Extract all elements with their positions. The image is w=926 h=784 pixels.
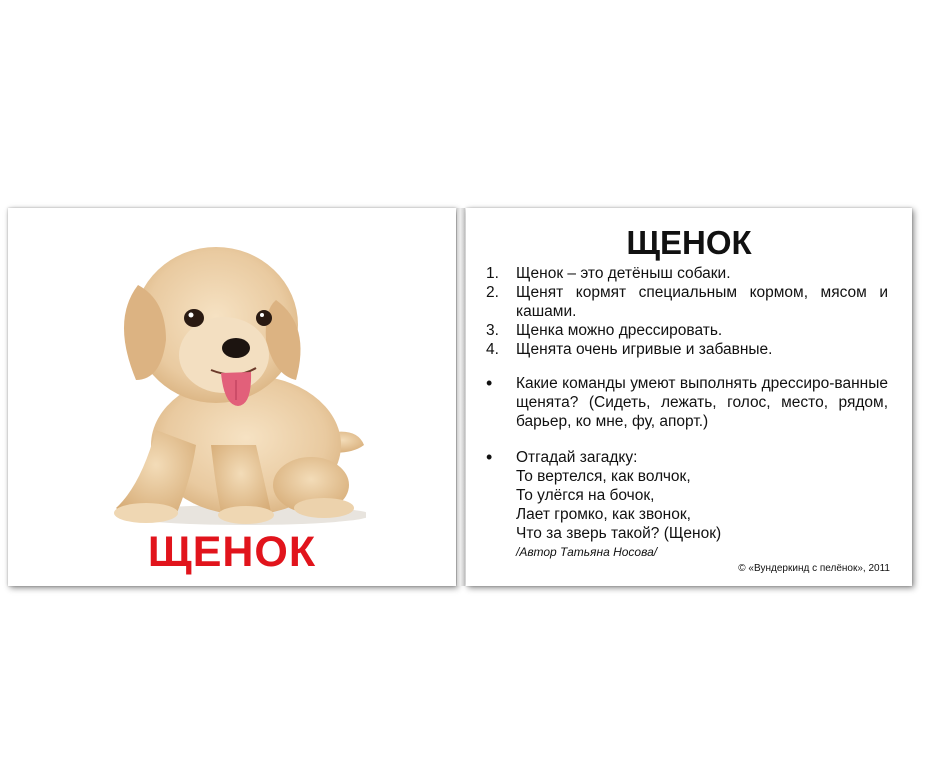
front-card [8, 208, 456, 586]
copyright-notice: © «Вундеркинд с пелёнок», 2011 [738, 563, 890, 574]
list-text: Щенок – это детёныш собаки. [516, 265, 731, 282]
riddle-line: То улёгся на бочок, [516, 487, 655, 504]
riddle-intro: Отгадай загадку: [516, 449, 638, 466]
riddle-line: То вертелся, как волчок, [516, 468, 691, 485]
bullet-icon: • [486, 373, 493, 393]
list-text: Щенят кормят специальным кормом, мясом и кашами. [516, 284, 888, 320]
list-item [486, 340, 888, 359]
facts-list [486, 264, 888, 359]
list-item [486, 283, 888, 321]
question-bullet [486, 374, 888, 431]
card-divider [457, 208, 465, 586]
author-credit: /Автор Татьяна Носова/ [516, 545, 658, 559]
list-item [486, 264, 888, 283]
list-number: 3. [486, 322, 499, 339]
riddle-bullet [486, 448, 888, 543]
list-text: Щенята очень игривые и забавные. [516, 341, 773, 358]
front-title: ЩЕНОК [147, 528, 317, 576]
back-card [466, 208, 912, 586]
list-number: 4. [486, 341, 499, 358]
list-text: Щенка можно дрессировать. [516, 322, 723, 339]
question-text: Какие команды умеют выполнять дрессиро-ванные щенята? (Сидеть, лежать, голос, место, рядом, барьер, ко мне, фу, апорт.) [516, 375, 888, 430]
back-title: ЩЕНОК [626, 224, 752, 261]
bullet-icon: • [486, 447, 493, 467]
list-number: 2. [486, 284, 499, 301]
list-number: 1. [486, 265, 499, 282]
list-item [486, 321, 888, 340]
puppy-image [96, 230, 366, 530]
riddle-line: Что за зверь такой? (Щенок) [516, 525, 722, 542]
riddle-block [516, 448, 888, 543]
riddle-line: Лает громко, как звонок, [516, 506, 691, 523]
